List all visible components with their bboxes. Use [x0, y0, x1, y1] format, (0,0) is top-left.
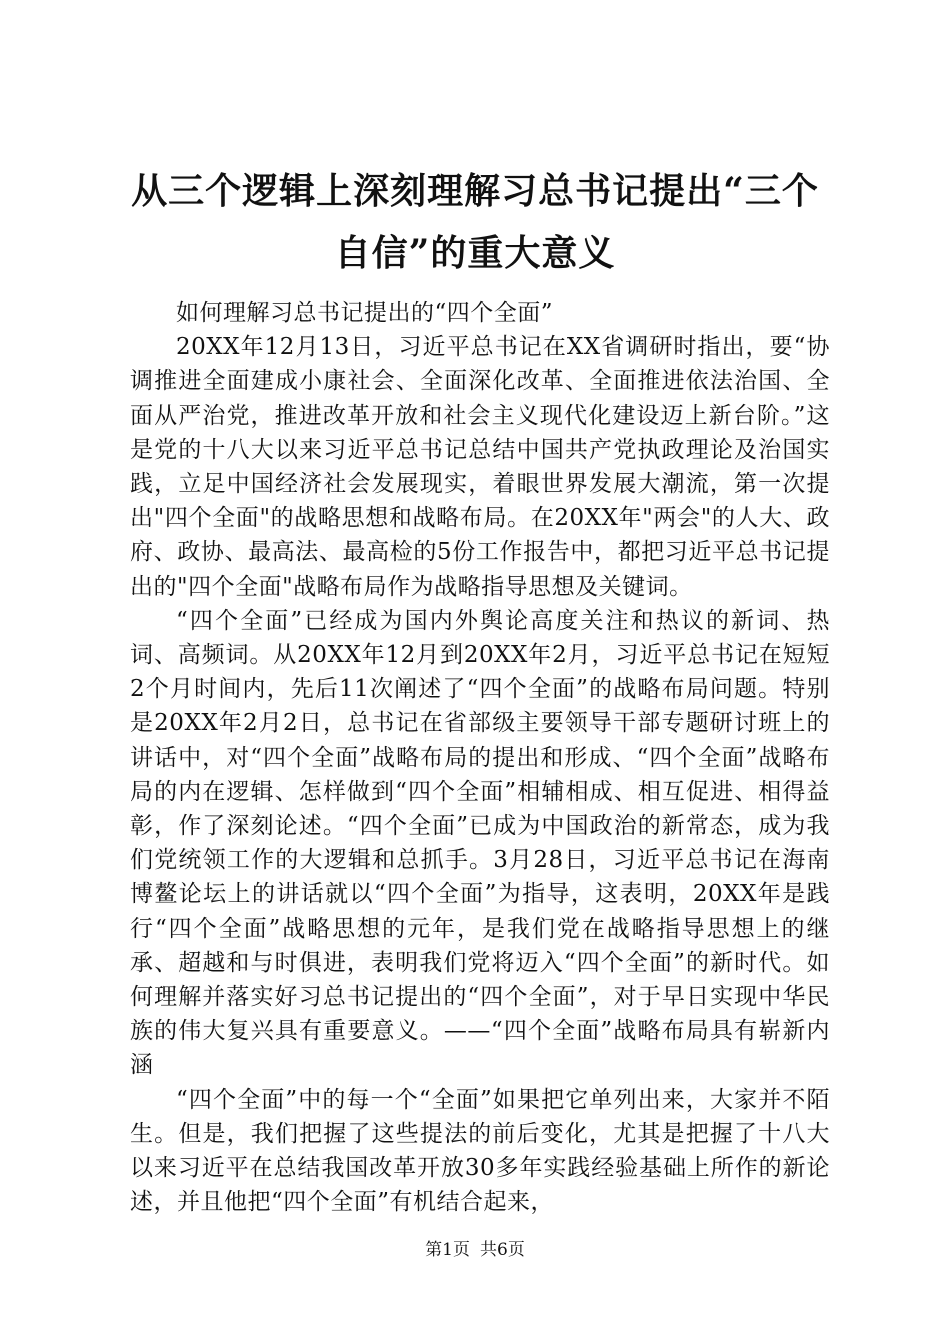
page-total: 共6页: [480, 1240, 525, 1260]
document-body: [130, 296, 830, 1219]
paragraph-heading: 如何理解习总书记提出的“四个全面”: [176, 300, 554, 326]
paragraph: 20XX年12月13日，习近平总书记在XX省调研时指出，要“协调推进全面建成小康社会、全面深化改革、全面推进依法治国、全面从严治党，推进改革开放和社会主义现代化建设迈上新台阶。”这是党的十八大以来习近平总书记总结中国共产党执政理论及治国实践，立足中国经济社会发展现实，着眼世界发展大潮流，第一次提出"四个全面"的战略思想和战略布局。在20XX年"两会"的人大、政府、政协、最高法、最高检的5份工作报告中，都把习近平总书记提出的"四个全面"战略布局作为战略指导思想及关键词。: [130, 334, 830, 600]
page-number: 第1页: [425, 1240, 470, 1260]
document-title: 从三个逻辑上深刻理解习总书记提出“三个自信”的重大意义: [131, 170, 819, 274]
paragraph: “四个全面”已经成为国内外舆论高度关注和热议的新词、热词、高频词。从20XX年12月到20XX年2月，习近平总书记在短短2个月时间内，先后11次阐述了“四个全面”的战略布局问题。特别是20XX年2月2日，总书记在省部级主要领导干部专题研讨班上的讲话中，对“四个全面”战略布局的提出和形成、“四个全面”战略布局的内在逻辑、怎样做到“四个全面”相辅相成、相互促进、相得益彰，作了深刻论述。“四个全面”已成为中国政治的新常态，成为我们党统领工作的大逻辑和总抓手。3月28日，习近平总书记在海南博鳌论坛上的讲话就以“四个全面”为指导，这表明，20XX年是践行“四个全面”战略思想的元年，是我们党在战略指导思想上的继承、超越和与时俱进，表明我们党将迈入“四个全面”的新时代。如何理解并落实好习总书记提出的“四个全面”，对于早日实现中华民族的伟大复兴具有重要意义。——“四个全面”战略布局具有崭新内涵: [130, 607, 830, 1079]
page-footer: [0, 1238, 950, 1262]
paragraph: “四个全面”中的每一个“全面”如果把它单列出来，大家并不陌生。但是，我们把握了这些提法的前后变化，尤其是把握了十八大以来习近平在总结我国改革开放30多年实践经验基础上所作的新论述，并且他把“四个全面”有机结合起来，: [130, 1086, 830, 1216]
